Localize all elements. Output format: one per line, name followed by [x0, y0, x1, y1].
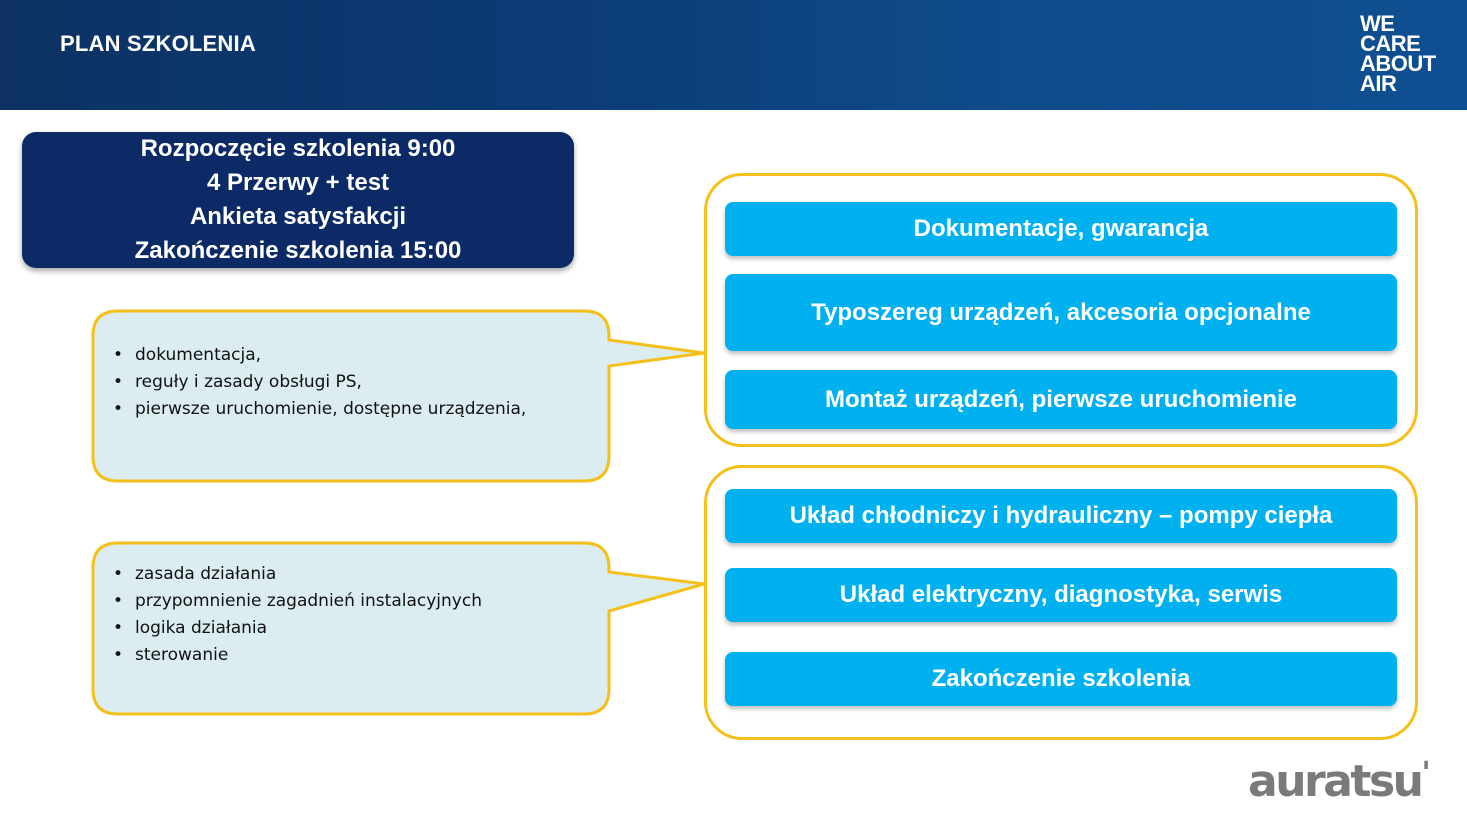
slogan-line: ABOUT: [1360, 51, 1436, 76]
list-item: • logika działania: [95, 615, 482, 642]
module-documentation: Dokumentacje, gwarancja: [725, 202, 1397, 256]
list-item: • reguły i zasady obsługi PS,: [95, 369, 526, 396]
slogan-line: AIR: [1360, 71, 1397, 96]
auratsu-logo-text: auratsu: [1248, 756, 1422, 807]
schedule-line: Zakończenie szkolenia 15:00: [134, 237, 462, 264]
list-item: • przypomnienie zagadnień instalacyjnych: [95, 588, 482, 615]
list-item: • sterowanie: [95, 642, 482, 669]
schedule-line: 4 Przerwy + test: [206, 169, 390, 196]
module-refrigeration-hydraulics: Układ chłodniczy i hydrauliczny – pompy ciepła: [725, 489, 1397, 543]
schedule-line: Rozpoczęcie szkolenia 9:00: [140, 135, 456, 162]
slogan-line: WE: [1360, 11, 1395, 36]
module-electrical-service: Układ elektryczny, diagnostyka, serwis: [725, 568, 1397, 622]
list-item: • zasada działania: [95, 561, 482, 588]
auratsu-logo: [1248, 756, 1428, 807]
module-installation: Montaż urządzeń, pierwsze uruchomienie: [725, 370, 1397, 429]
auratsu-logo-mark: ': [1421, 756, 1429, 791]
callout-2-list: [95, 561, 482, 669]
list-item: • pierwsze uruchomienie, dostępne urządzenia,: [95, 396, 526, 423]
list-item: • dokumentacja,: [95, 342, 526, 369]
module-device-range: Typoszereg urządzeń, akcesoria opcjonalne: [725, 274, 1397, 351]
callout-1-list: [95, 342, 526, 423]
page-title: PLAN SZKOLENIA: [60, 31, 256, 56]
slogan-line: CARE: [1360, 31, 1421, 56]
module-training-end: Zakończenie szkolenia: [725, 652, 1397, 706]
schedule-line: Ankieta satysfakcji: [189, 203, 407, 230]
